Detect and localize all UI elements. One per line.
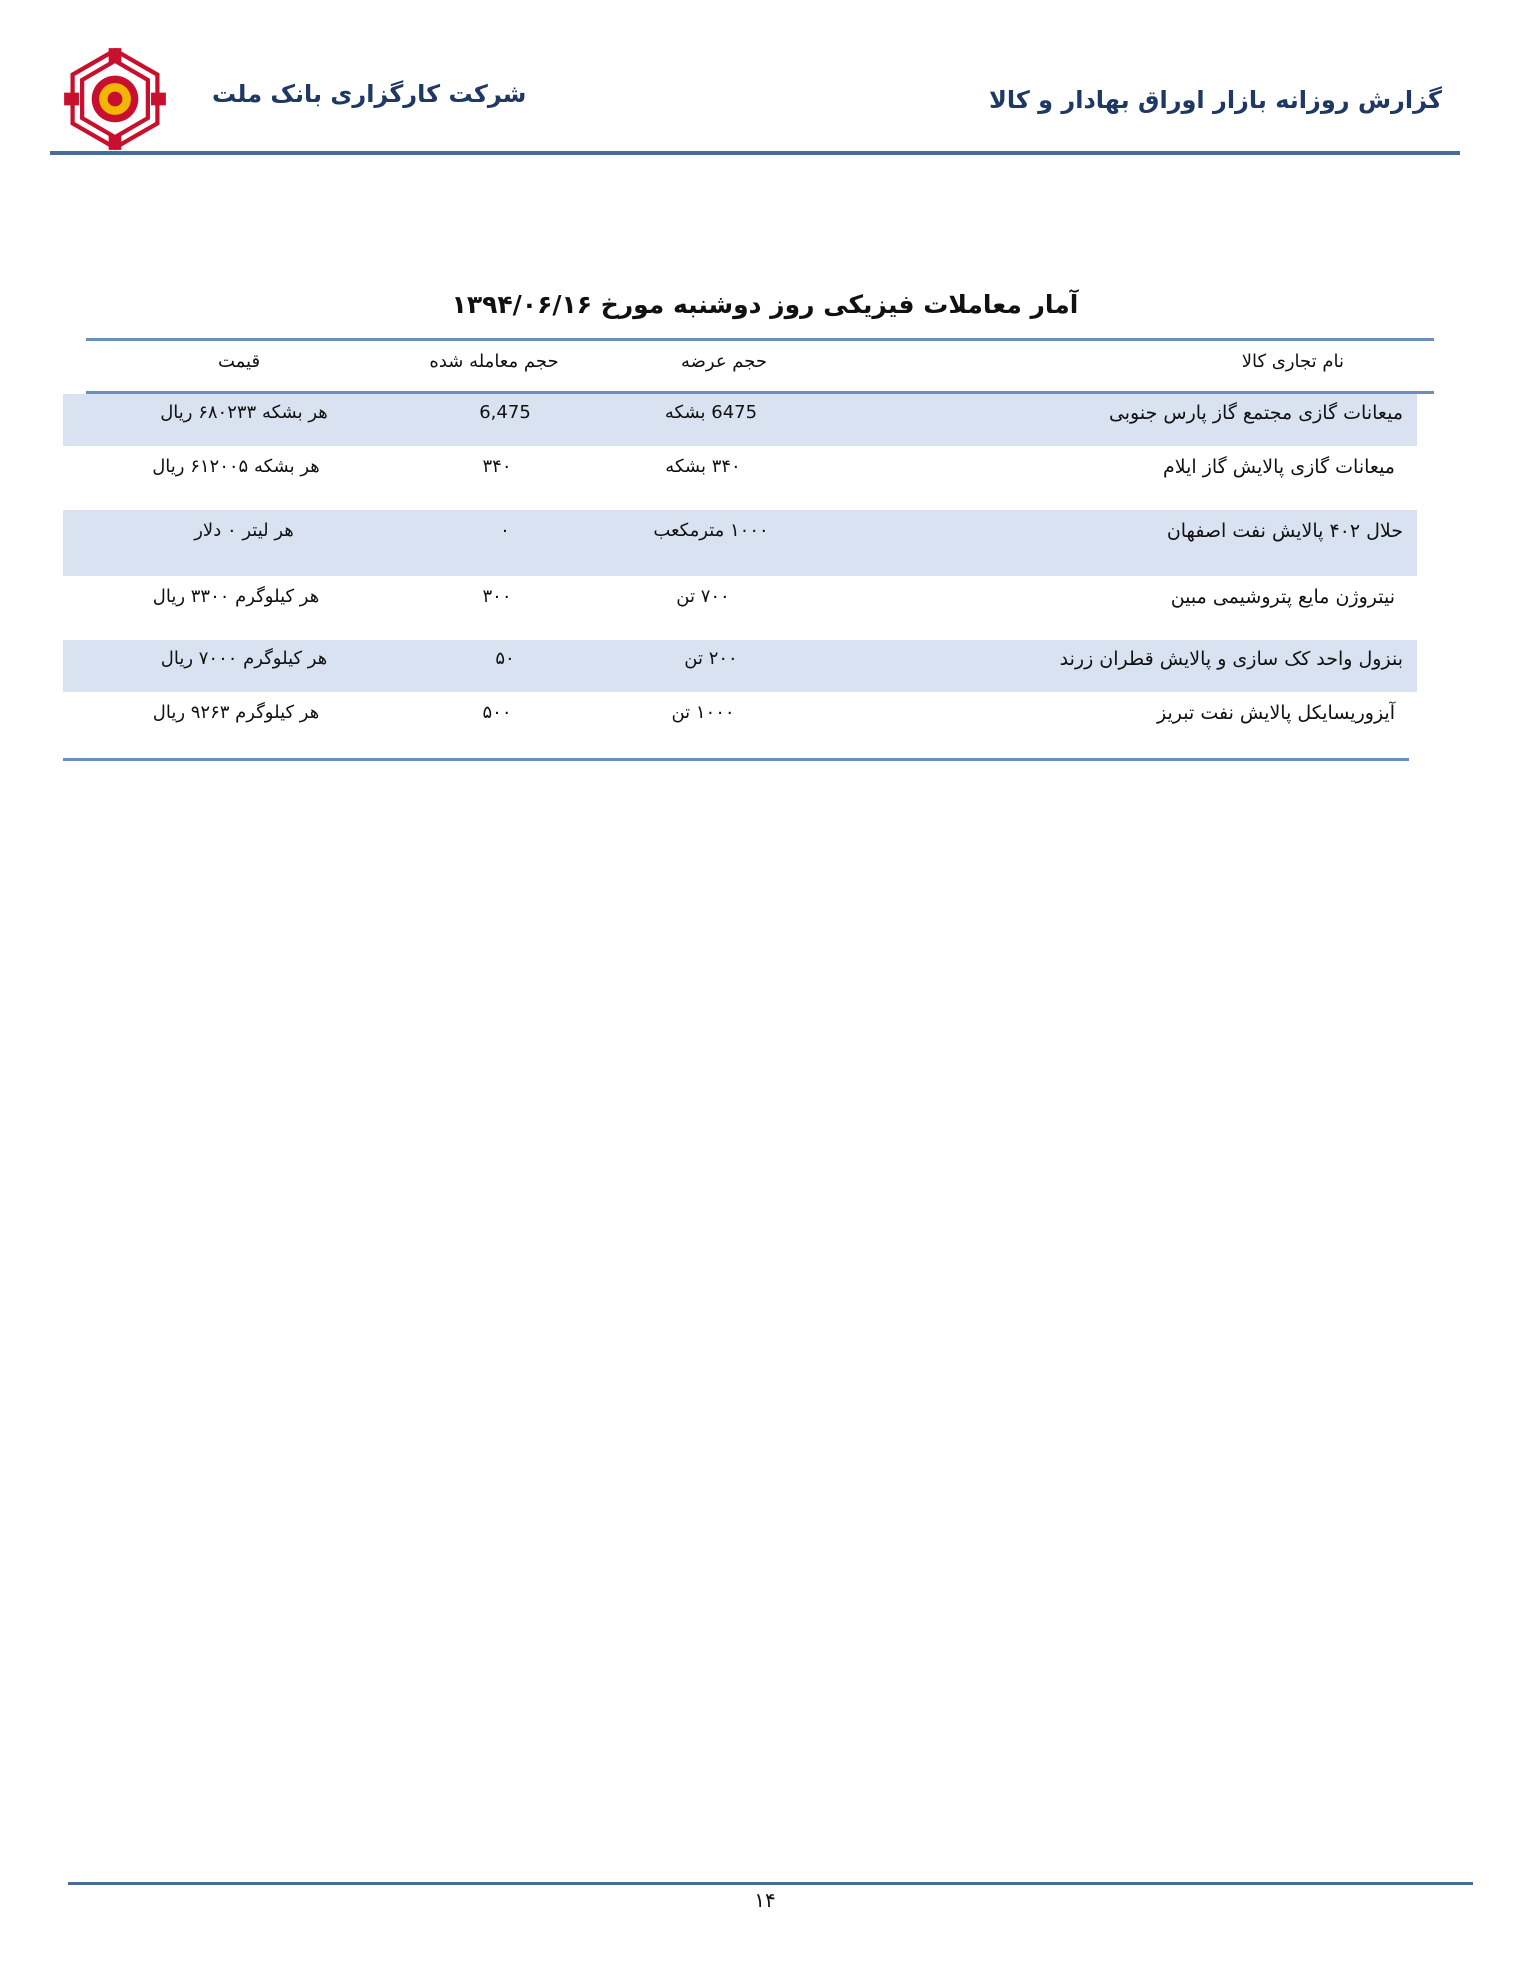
table-row [63,394,1417,446]
cell-offer-volume: ۱۰۰۰ مترمکعب [653,520,769,541]
cell-traded-volume: ۳۰۰ [482,586,512,607]
table-row [63,640,1417,692]
table-row [63,576,1409,640]
cell-offer-volume: ۱۰۰۰ تن [671,702,735,723]
cell-traded-volume: ۳۴۰ [482,456,512,477]
cell-product-name: آیزوریسایکل پالایش نفت تبریز [1157,702,1395,724]
cell-offer-volume: ۳۴۰ بشکه [665,456,741,477]
table-body [63,394,1409,746]
column-header-offer: حجم عرضه [680,351,768,372]
bank-mellat-logo-icon [62,46,168,152]
cell-traded-volume: ۰ [500,520,510,541]
company-name: شرکت کارگزاری بانک ملت [212,80,527,108]
cell-price: هر کیلوگرم ۳۳۰۰ ریال [152,586,320,607]
column-header-name: نام تجاری کالا [1241,351,1344,372]
table-row [63,692,1409,746]
physical-trades-table [63,338,1409,761]
cell-product-name: نیتروژن مایع پتروشیمی مبین [1170,586,1395,608]
cell-price: هر بشکه ۶۸۰۲۳۳ ریال [160,402,328,423]
cell-product-name: میعانات گازی مجتمع گاز پارس جنوبی [1108,402,1403,424]
cell-price: هر بشکه ۶۱۲۰۰۵ ریال [152,456,320,477]
table-title: آمار معاملات فیزیکی روز دوشنبه مورخ ۱۳۹۴/۰۶/۱۶ [451,290,1079,319]
cell-offer-volume: ۲۰۰ تن [684,648,738,669]
table-row [63,446,1409,510]
cell-product-name: بنزول واحد کک سازی و پالایش قطران زرند [1059,648,1403,670]
cell-product-name: میعانات گازی پالایش گاز ایلام [1163,456,1395,478]
table-header-row [86,338,1434,394]
page-number: ۱۴ [754,1888,776,1912]
cell-traded-volume: 6,475 [479,402,531,423]
cell-price: هر کیلوگرم ۹۲۶۳ ریال [152,702,320,723]
column-header-price: قیمت [217,351,261,372]
cell-price: هر لیتر ۰ دلار [194,520,294,541]
column-header-traded: حجم معامله شده [429,351,559,372]
table-row [63,510,1417,576]
cell-traded-volume: ۵۰۰ [482,702,512,723]
cell-traded-volume: ۵۰ [495,648,515,669]
footer-divider [68,1882,1473,1885]
header-divider [50,151,1460,155]
cell-offer-volume: ۷۰۰ تن [676,586,730,607]
cell-offer-volume: 6475 بشکه [664,402,758,423]
cell-price: هر کیلوگرم ۷۰۰۰ ریال [160,648,328,669]
report-title: گزارش روزانه بازار اوراق بهادار و کالا [988,86,1442,114]
cell-product-name: حلال ۴۰۲ پالایش نفت اصفهان [1166,520,1403,542]
table-bottom-border [63,758,1409,761]
